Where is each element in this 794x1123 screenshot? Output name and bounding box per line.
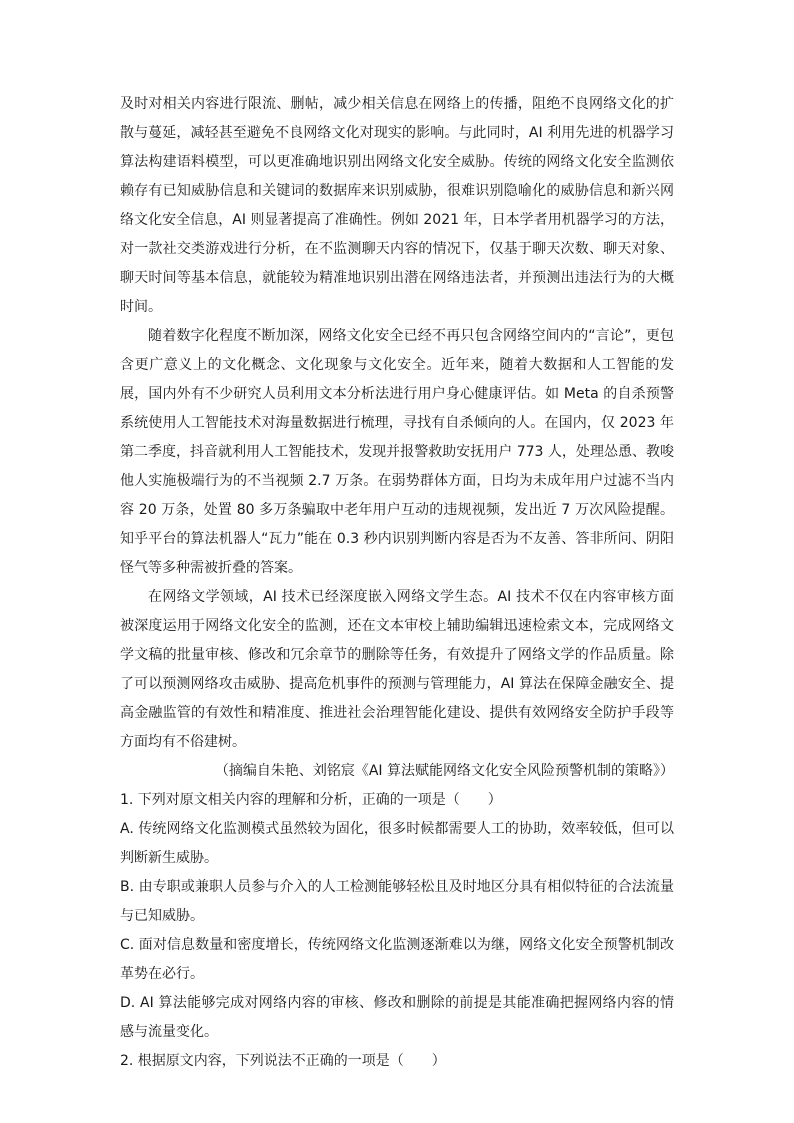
article-paragraph-2: 随着数字化程度不断加深，网络文化安全已经不再只包含网络空间内的“言论”，更包含更广意义上的文化概念、文化现象与文化安全。近年来，随着大数据和人工智能的发展，国内外有不少研究人员利用文本分析法进行用户身心健康评估。如 Meta 的自杀预警系统使用人工智能技术对海量数据进行梳理，寻找有自杀倾向的人。在国内，仅 2023 年第二季度，抖音就利用人工智能技术，发现并报警救助安抚用户 773 人，处理怂恿、教唆他人实施极端行为的不当视频 2.7 万条。在弱势群体方面，日均为未成年用户过滤不当内容 20 万条，处置 80 多万条骗取中老年用户互动的违规视频，发出近 7 万次风险提醒。知乎平台的算法机器人“瓦力”能在 0.3 秒内识别判断内容是否为不友善、答非所问、阴阳怪气等多种需被折叠的答案。 <box>120 328 674 576</box>
question-1 <box>120 786 674 1047</box>
article-paragraph-1: 及时对相关内容进行限流、删帖，减少相关信息在网络上的传播，阻绝不良网络文化的扩散与蔓延，减轻甚至避免不良网络文化对现实的影响。与此同时，AI 利用先进的机器学习算法构建语料模型，可以更准确地识别出网络文化安全威胁。传统的网络文化安全监测依赖存有已知威胁信息和关键词的数据库来识别威胁，很难识别隐喻化的威胁信息和新兴网络文化安全信息，AI 则显著提高了准确性。例如 2021 年，日本学者用机器学习的方法，对一款社交类游戏进行分析，在不监测聊天内容的情况下，仅基于聊天次数、聊天对象、聊天时间等基本信息，就能较为精准地识别出潜在网络违法者，并预测出违法行为的大概时间。 <box>120 96 674 315</box>
article-source: （摘编自朱艳、刘铭宸《AI 算法赋能网络文化安全风险预警机制的策略》） <box>214 763 674 779</box>
question-1-stem: 1. 下列对原文相关内容的理解和分析，正确的一项是（ ） <box>120 792 502 808</box>
question-1-option-d: D. AI 算法能够完成对网络内容的审核、修改和删除的前提是其能准确把握网络内容的情感与流量变化。 <box>120 995 674 1040</box>
document-content <box>120 90 674 1076</box>
question-1-option-a: A. 传统网络文化监测模式虽然较为固化，很多时候都需要人工的协助，效率较低，但可以判断新生威胁。 <box>120 821 674 866</box>
question-2-stem: 2. 根据原文内容，下列说法不正确的一项是（ ） <box>120 1053 446 1069</box>
article-paragraph-3: 在网络文学领域，AI 技术已经深度嵌入网络文学生态。AI 技术不仅在内容审核方面被深度运用于网络文化安全的监测，还在文本审校上辅助编辑迅速检索文本，完成网络文学文稿的批量审核、修改和冗余章节的删除等任务，有效提升了网络文学的作品质量。除了可以预测网络攻击威胁、提高危机事件的预测与管理能力，AI 算法在保障金融安全、提高金融监管的有效性和精准度、推进社会治理智能化建设、提供有效网络安全防护手段等方面均有不俗建树。 <box>120 589 674 750</box>
question-2 <box>120 1047 674 1076</box>
question-1-option-b: B. 由专职或兼职人员参与介入的人工检测能够轻松且及时地区分具有相似特征的合法流量与已知威胁。 <box>120 879 674 924</box>
question-1-option-c: C. 面对信息数量和密度增长，传统网络文化监测逐渐难以为继，网络文化安全预警机制改革势在必行。 <box>120 937 674 982</box>
